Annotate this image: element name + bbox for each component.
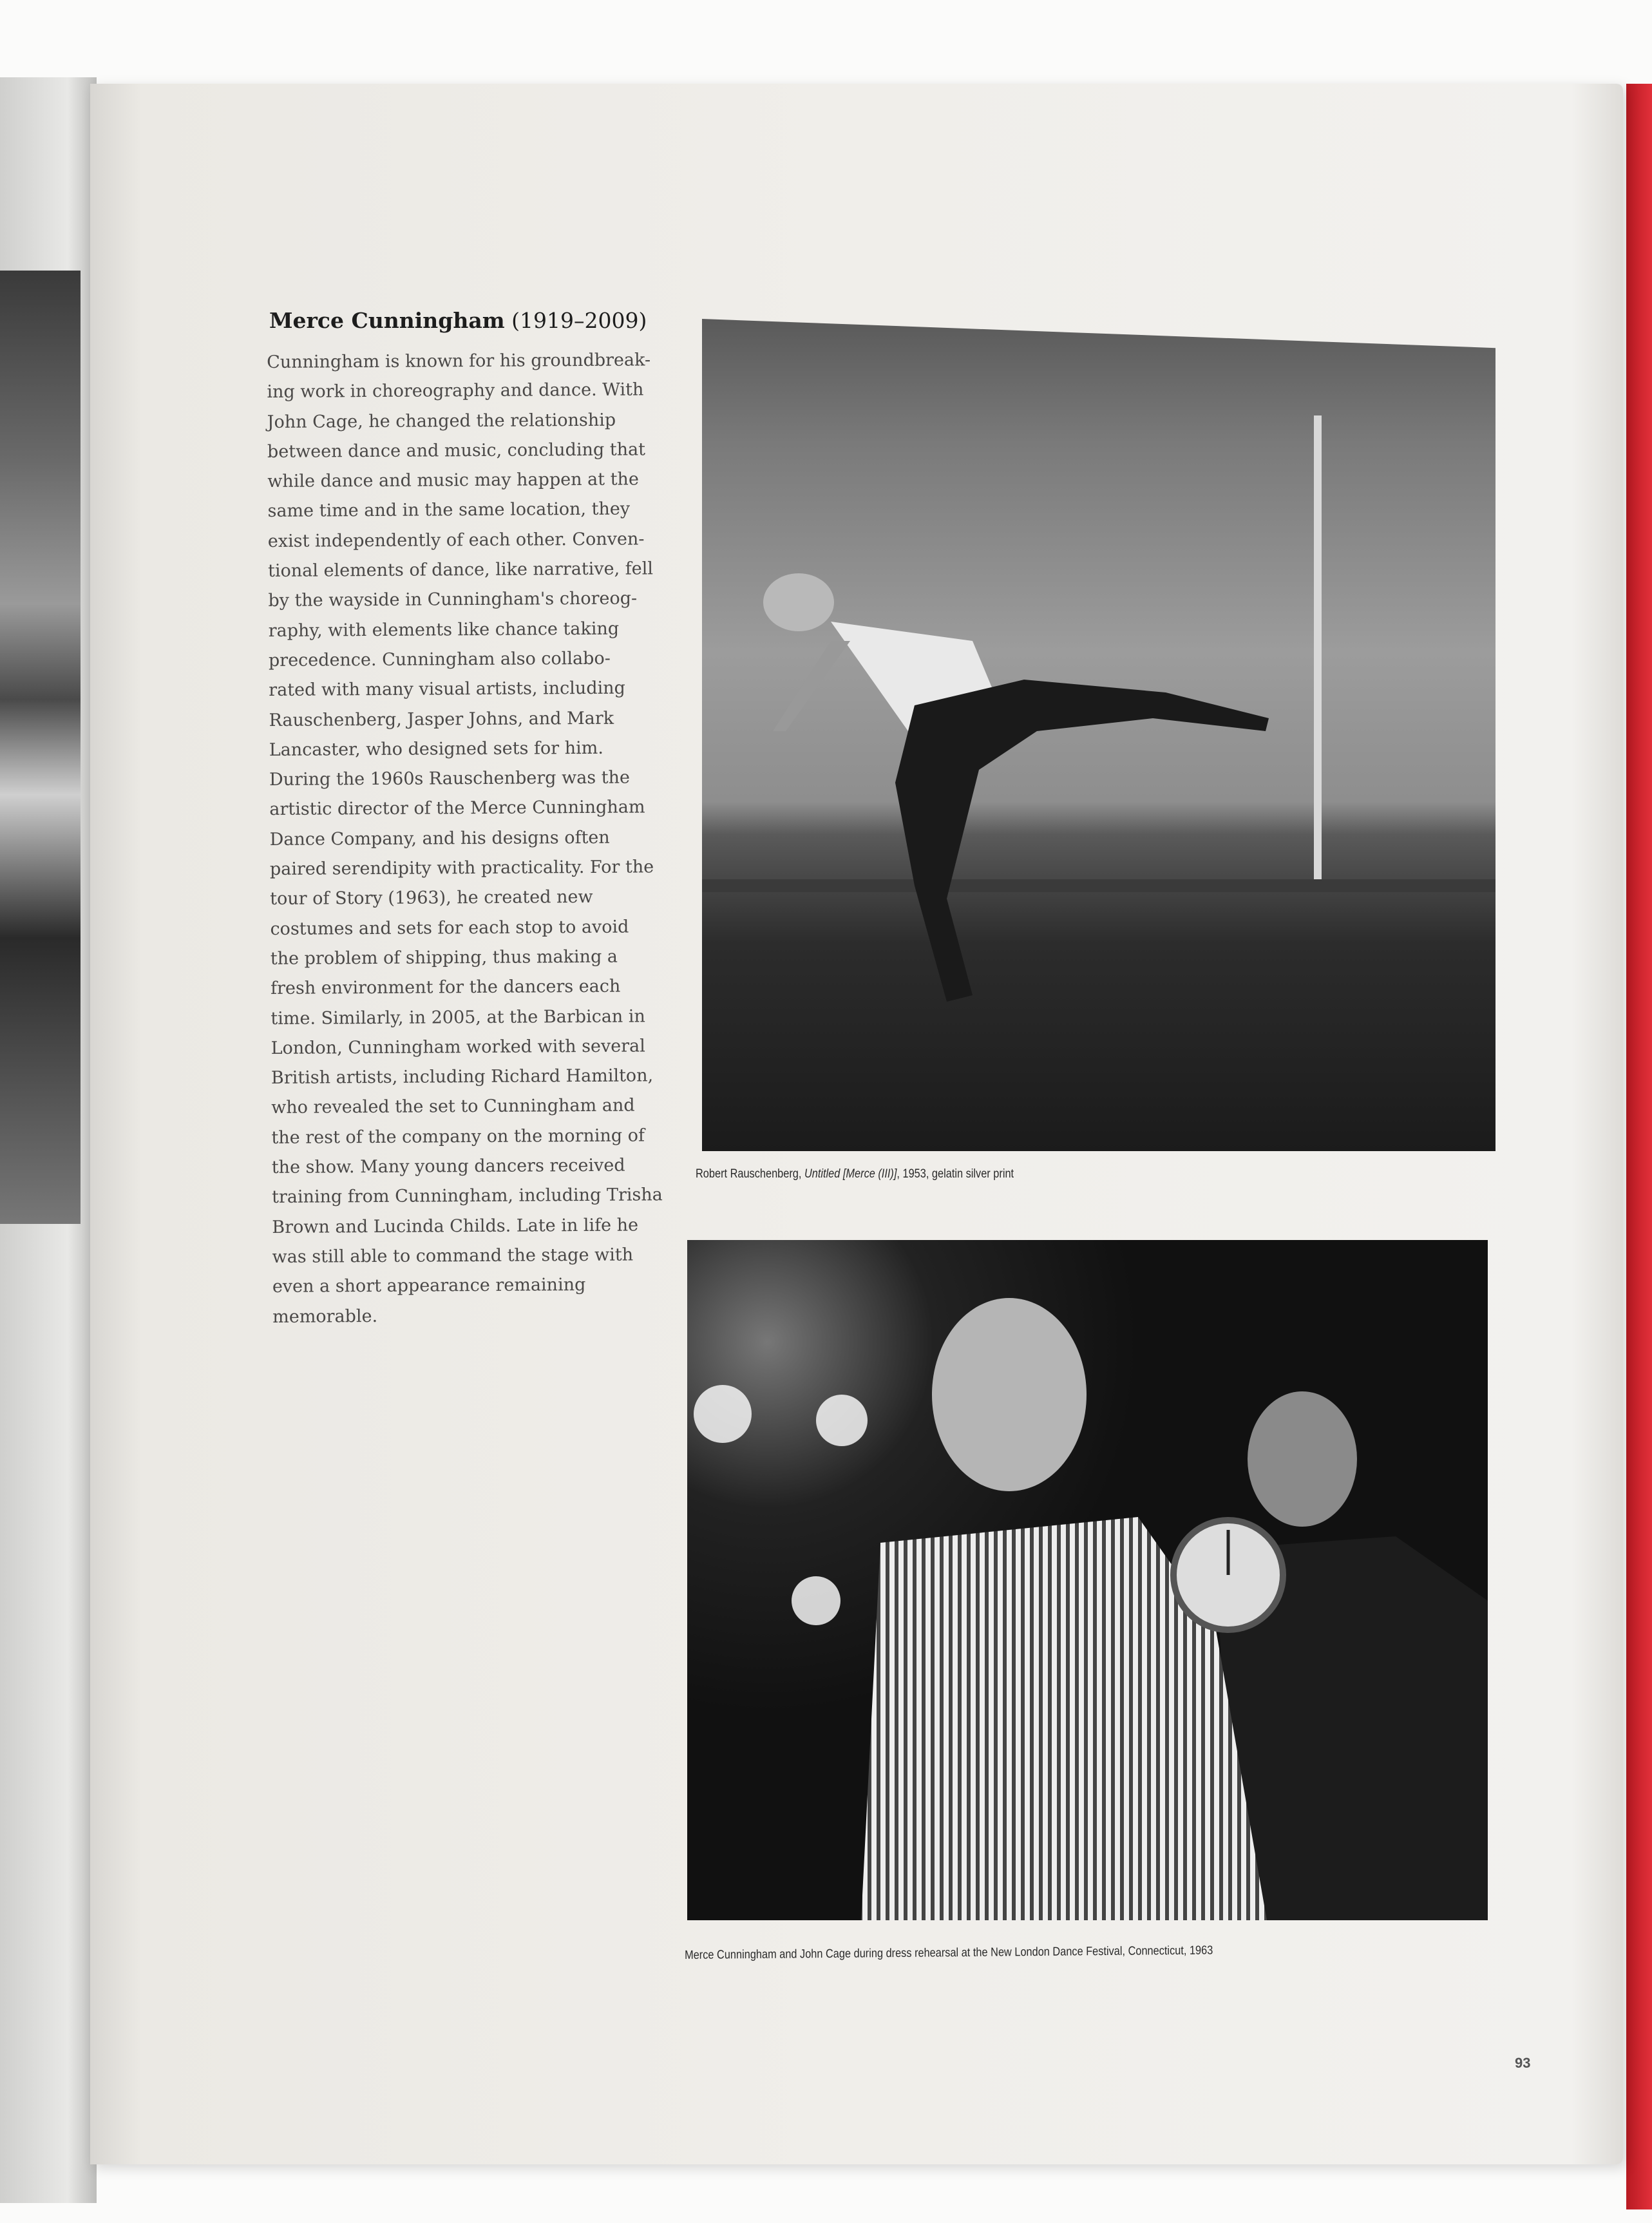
wall-pipe xyxy=(1314,415,1322,879)
photo-caption-1 xyxy=(696,1167,1014,1181)
title-dates: (1919–2009) xyxy=(511,308,647,333)
body-line: who revealed the set to Cunningham and xyxy=(271,1095,635,1118)
body-line: the rest of the company on the morning of xyxy=(271,1125,645,1148)
article-title xyxy=(269,308,647,333)
body-line: During the 1960s Rauschenberg was the xyxy=(269,767,631,790)
body-line: rated with many visual artists, including xyxy=(269,678,625,701)
body-line: ing work in choreography and dance. With xyxy=(267,379,644,403)
facing-left-page xyxy=(0,77,97,2203)
title-name: Merce Cunningham xyxy=(269,308,505,333)
body-line: John Cage, he changed the relationship xyxy=(267,410,616,432)
body-line: British artists, including Richard Hamilton, xyxy=(271,1065,654,1089)
caption-title: Untitled [Merce (III)] xyxy=(804,1167,897,1181)
body-line: between dance and music, concluding that xyxy=(267,439,646,462)
body-line: artistic director of the Merce Cunningham xyxy=(269,797,645,820)
body-line: Brown and Lucinda Childs. Late in life he xyxy=(272,1215,639,1237)
stopwatch-icon xyxy=(1173,1520,1283,1630)
caption-artist: Robert Rauschenberg, xyxy=(696,1167,804,1181)
body-line: Cunningham is known for his groundbreak- xyxy=(267,350,651,372)
body-line: tional elements of dance, like narrative, fell xyxy=(268,558,654,582)
body-line: by the wayside in Cunningham's choreog- xyxy=(268,588,638,611)
body-line: was still able to command the stage with xyxy=(272,1245,634,1267)
photo-merce-dancing xyxy=(702,319,1495,1151)
body-line: paired serendipity with practicality. For the xyxy=(269,857,654,880)
body-line: the problem of shipping, thus making a xyxy=(270,946,618,969)
body-line: precedence. Cunningham also collabo- xyxy=(268,648,611,671)
body-line: Rauschenberg, Jasper Johns, and Mark xyxy=(269,708,614,730)
body-line: fresh environment for the dancers each xyxy=(270,976,621,999)
body-line: time. Similarly, in 2005, at the Barbican in xyxy=(271,1006,645,1029)
body-line: the show. Many young dancers received xyxy=(271,1155,625,1178)
body-line: same time and in the same location, they xyxy=(267,499,631,522)
body-line: while dance and music may happen at the xyxy=(267,469,639,492)
body-line: London, Cunningham worked with several xyxy=(271,1036,645,1058)
left-page-photo xyxy=(0,271,81,1224)
body-line: training from Cunningham, including Trisha xyxy=(271,1185,663,1208)
photo-caption-2: Merce Cunningham and John Cage during dress rehearsal at the New London Dance Festival, Connecticut, 1963 xyxy=(685,1943,1213,1962)
body-line: exist independently of each other. Conven- xyxy=(267,529,645,551)
body-line: Lancaster, who designed sets for him. xyxy=(269,738,604,760)
book-cover-edge xyxy=(1626,84,1652,2209)
john-cage-figure xyxy=(1215,1391,1488,1920)
body-line: Dance Company, and his designs often xyxy=(269,827,610,850)
photo-cunningham-and-cage xyxy=(687,1240,1488,1920)
page-number: 93 xyxy=(1515,2055,1531,2071)
body-line: raphy, with elements like chance taking xyxy=(268,618,620,641)
body-line: memorable. xyxy=(272,1306,378,1327)
body-line: even a short appearance remaining xyxy=(272,1275,586,1297)
body-line: tour of Story (1963), he created new xyxy=(270,887,593,910)
body-line: costumes and sets for each stop to avoid xyxy=(270,917,629,939)
stage-lights xyxy=(694,1385,868,1625)
dancer-silhouette xyxy=(763,573,1269,1002)
caption-details: , 1953, gelatin silver print xyxy=(897,1167,1014,1181)
article-body xyxy=(267,345,672,1332)
